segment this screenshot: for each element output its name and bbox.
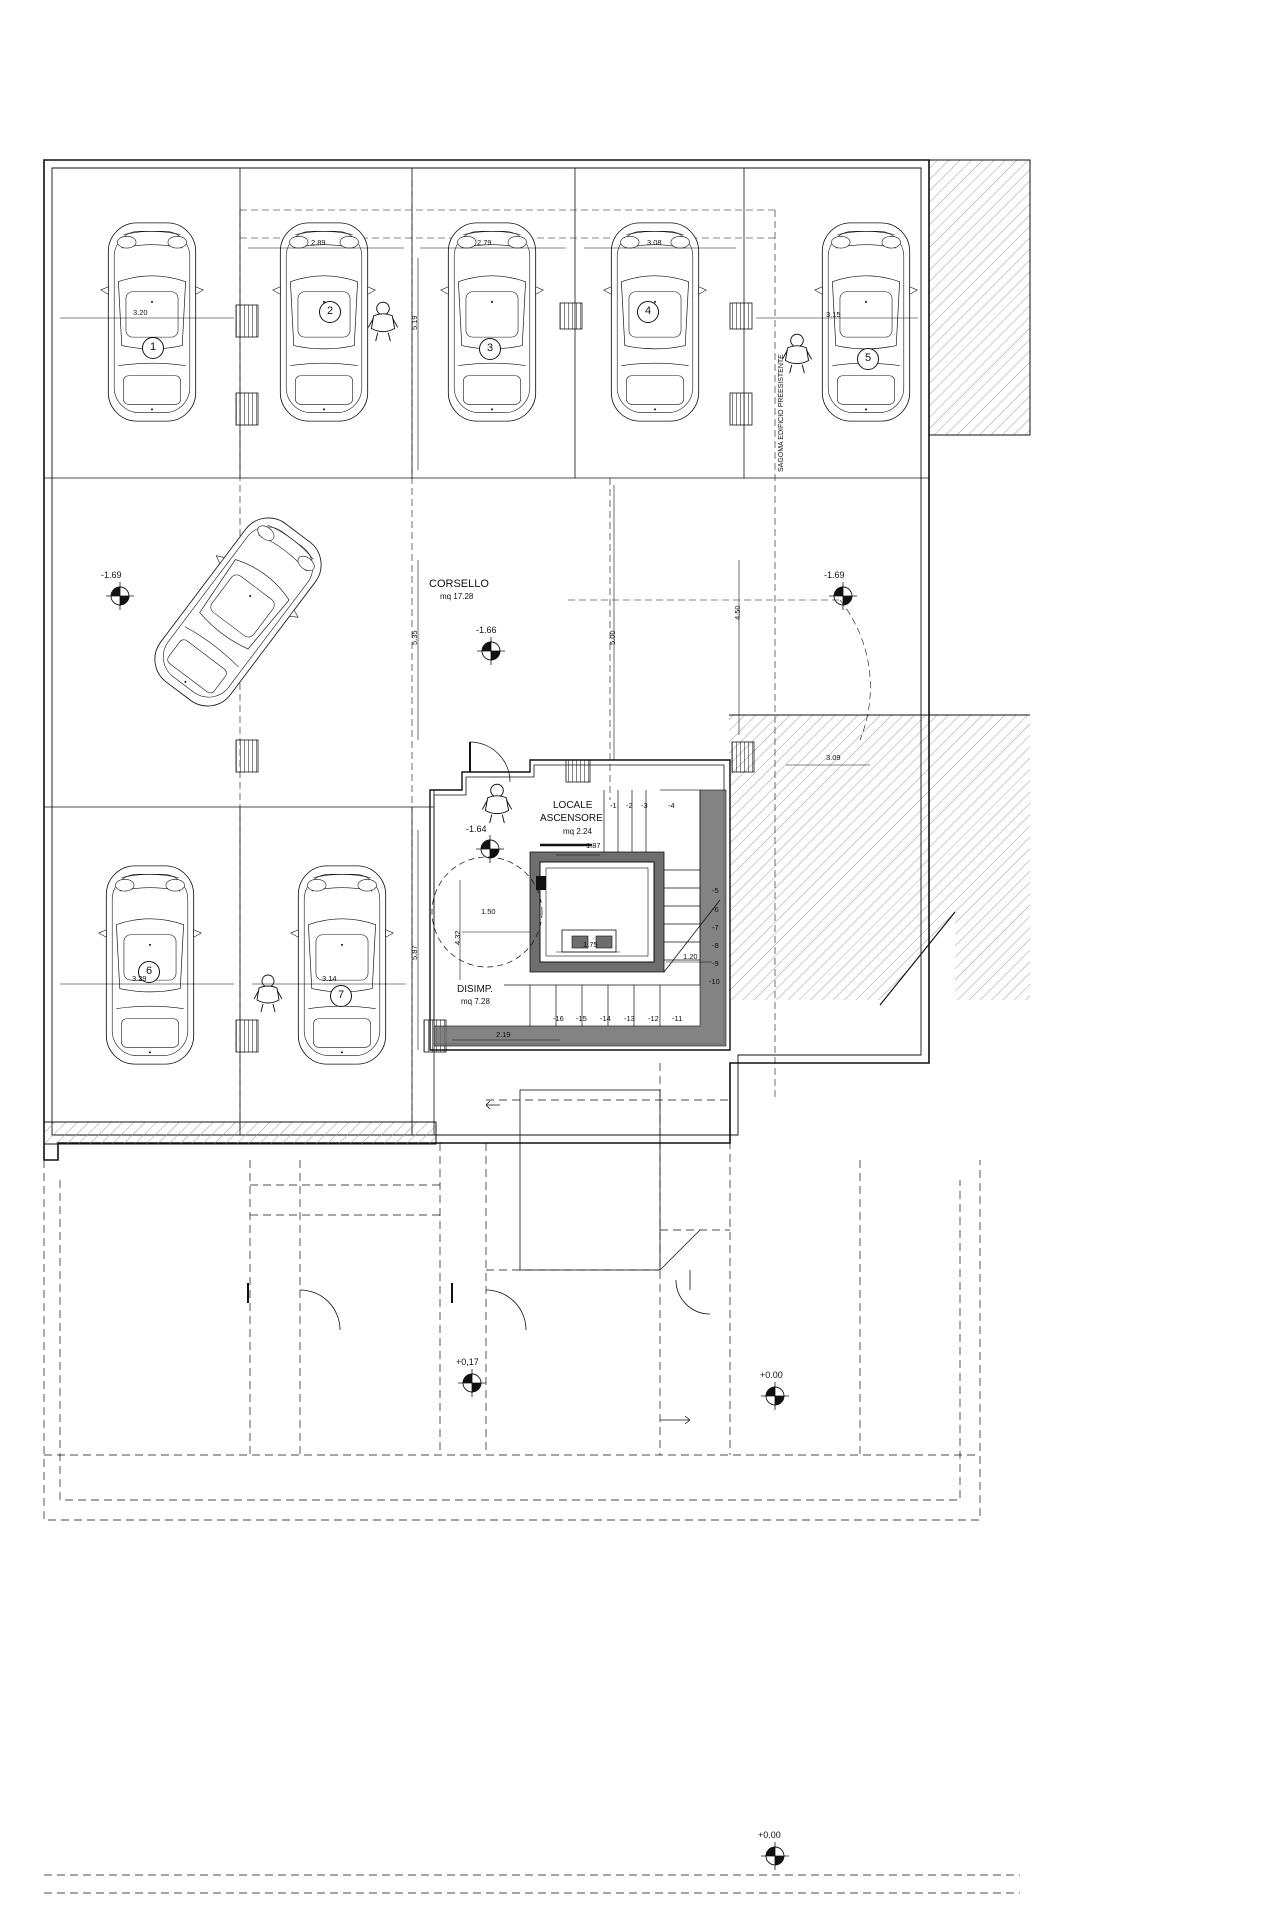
dimension-text: 3.15 [826,310,841,319]
car-stall-1 [101,223,203,421]
level-mark-value: -1.69 [824,570,845,580]
level-mark-value: +0,17 [456,1357,479,1367]
stall-number-5: 5 [857,348,879,370]
stall-number-4: 4 [637,301,659,323]
stair-step-label: -3 [641,801,648,810]
stair-step-label: -12 [648,1014,659,1023]
car-stall-7 [291,866,393,1064]
stair-step-label: -14 [600,1014,611,1023]
dimension-text: 2.19 [496,1030,511,1039]
car-stall-3 [441,223,543,421]
stair-step-label: -5 [712,886,719,895]
stair-step-label: -9 [712,959,719,968]
room-area-locale-ascensore: mq 2.24 [563,827,592,836]
dimension-text: 3.20 [133,308,148,317]
stall-number-3: 3 [479,338,501,360]
room-area-corsello: mq 17.28 [440,592,474,601]
stair-step-label: -7 [712,923,719,932]
dimension-text: 5.00 [608,630,617,645]
stair-step-label: -1 [610,801,617,810]
stair-step-label: -6 [712,905,719,914]
stall-number-6: 6 [138,961,160,983]
dimension-text: 3.08 [647,238,662,247]
car-stall-2 [273,223,375,421]
stair-step-label: -8 [712,941,719,950]
dimension-text: 3.09 [826,753,841,762]
dimension-text: 5.87 [410,945,419,960]
level-mark-value: -1.64 [466,824,487,834]
dimension-text: 5.19 [410,315,419,330]
dimension-text: 3.14 [322,974,337,983]
level-mark-value: -1.69 [101,570,122,580]
dimension-text: 1.50 [481,907,496,916]
room-label-locale-ascensore-line2: ASCENSORE [540,813,603,824]
level-mark-value: -1.66 [476,625,497,635]
stall-number-1: 1 [142,337,164,359]
stair-step-label: -10 [709,977,720,986]
level-mark-value: +0.00 [760,1370,783,1380]
room-label-disimp: DISIMP. [457,984,493,995]
room-label-corsello: CORSELLO [429,578,489,590]
dimension-text: 1.87 [586,841,601,850]
stair-step-label: -16 [553,1014,564,1023]
level-mark-value: +0.00 [758,1830,781,1840]
stair-step-label: -2 [626,801,633,810]
stall-number-7: 7 [330,985,352,1007]
stair-step-label: -13 [624,1014,635,1023]
room-area-disimp: mq 7.28 [461,997,490,1006]
dimension-text: 2.89 [311,238,326,247]
room-label-locale-ascensore-line1: LOCALE [553,800,593,811]
car-stall-5 [815,223,917,421]
dimension-text: 1.75 [583,940,598,949]
dimension-text: 1.20 [683,952,698,961]
stair-step-label: -4 [668,801,675,810]
dimension-text: 3.29 [132,974,147,983]
dimension-text: 2.79 [477,238,492,247]
dimension-text: 4.32 [453,930,462,945]
dimension-text: 5.35 [410,630,419,645]
stall-number-2: 2 [319,301,341,323]
stair-step-label: -15 [576,1014,587,1023]
stair-step-label: -11 [672,1014,683,1023]
dimension-text: 4.50 [733,605,742,620]
car-stall-4 [604,223,706,421]
note-sagoma-edificio-preesistente: SAGOMA EDIFICIO PREESISTENTE [778,354,785,472]
